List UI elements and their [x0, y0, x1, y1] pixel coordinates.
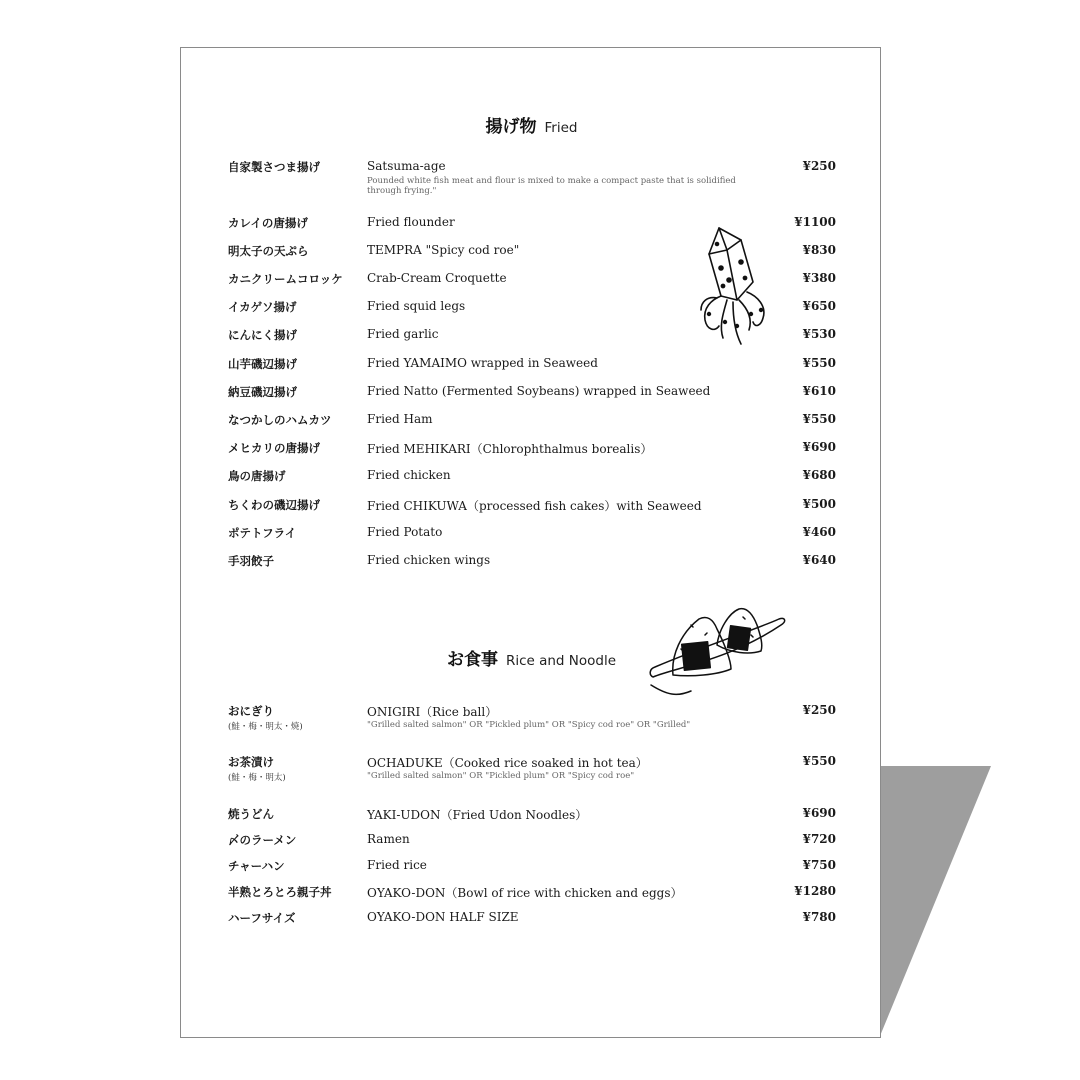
item-name-en: Fried MEHIKARI（Chlorophthalmus borealis） — [367, 442, 653, 456]
item-name-en: Fried Ham — [367, 412, 433, 426]
item-name-jp: ハーフサイズ — [228, 911, 296, 925]
section-title-en: Fried — [544, 120, 578, 136]
menu-item — [181, 832, 882, 852]
item-name-jp: 手羽餃子 — [228, 554, 274, 568]
item-variants: (鮭・梅・明太) — [228, 773, 286, 783]
item-price: ¥610 — [802, 384, 836, 398]
item-name-jp: 山芋磯辺揚げ — [228, 357, 297, 371]
item-price: ¥250 — [802, 159, 836, 173]
item-description: Pounded white fish meat and flour is mixed to make a compact paste that is solidified through frying." — [367, 176, 736, 196]
menu-item — [181, 159, 882, 196]
item-name-en: Fried squid legs — [367, 299, 466, 313]
item-name-jp: にんにく揚げ — [228, 328, 297, 342]
squid-illustration — [697, 222, 777, 352]
onigiri-illustration — [647, 605, 789, 701]
item-price: ¥690 — [802, 440, 836, 454]
item-price: ¥1280 — [794, 884, 836, 898]
section-title-jp: 揚げ物 — [485, 117, 537, 137]
item-price: ¥250 — [802, 703, 836, 717]
item-name-jp: なつかしのハムカツ — [228, 413, 332, 427]
item-name-en: Satsuma-age — [367, 159, 446, 173]
item-name-en: TEMPRA "Spicy cod roe" — [367, 243, 520, 257]
menu-item — [181, 910, 882, 930]
menu-item — [181, 858, 882, 878]
item-name-jp: ポテトフライ — [228, 526, 297, 540]
item-name-en: Fried Natto (Fermented Soybeans) wrapped in Seaweed — [367, 384, 711, 398]
item-name-jp: お茶漬け — [228, 755, 274, 769]
menu-item — [181, 754, 882, 783]
item-name-en: Fried chicken wings — [367, 553, 491, 567]
menu-item — [181, 703, 882, 732]
item-price: ¥640 — [802, 553, 836, 567]
item-name-jp: チャーハン — [228, 859, 285, 873]
item-price: ¥650 — [802, 299, 836, 313]
item-name-en: Fried CHIKUWA（processed fish cakes）with Seaweed — [367, 499, 702, 513]
item-price: ¥460 — [802, 525, 836, 539]
menu-item — [181, 553, 882, 573]
item-name-jp: ちくわの磯辺揚げ — [228, 498, 320, 512]
menu-item — [181, 884, 882, 904]
menu-item — [181, 525, 882, 545]
item-price: ¥1100 — [794, 215, 836, 229]
item-name-en: Crab-Cream Croquette — [367, 271, 507, 285]
item-price: ¥550 — [802, 754, 836, 768]
menu-item — [181, 440, 882, 460]
item-name-jp: カニクリームコロッケ — [228, 272, 343, 286]
item-variants: (鮭・梅・明太・焼) — [228, 722, 303, 732]
item-name-jp: 鳥の唐揚げ — [228, 469, 286, 483]
item-name-jp: おにぎり — [228, 704, 274, 718]
item-name-en: OYAKO-DON HALF SIZE — [367, 910, 519, 924]
item-price: ¥530 — [802, 327, 836, 341]
item-price: ¥680 — [802, 468, 836, 482]
item-name-en: Fried garlic — [367, 327, 439, 341]
item-price: ¥750 — [802, 858, 836, 872]
item-name-jp: イカゲソ揚げ — [228, 300, 297, 314]
item-name-en: OCHADUKE（Cooked rice soaked in hot tea） — [367, 756, 648, 770]
item-name-en: Fried flounder — [367, 215, 455, 229]
item-name-en: Ramen — [367, 832, 410, 846]
item-price: ¥500 — [802, 497, 836, 511]
menu-item — [181, 806, 882, 826]
item-name-en: Fried Potato — [367, 525, 443, 539]
item-name-en: Fried chicken — [367, 468, 451, 482]
item-price: ¥550 — [802, 356, 836, 370]
menu-page — [180, 47, 881, 1038]
item-price: ¥690 — [802, 806, 836, 820]
item-name-en: Fried YAMAIMO wrapped in Seaweed — [367, 356, 598, 370]
section-title-fried — [181, 112, 882, 137]
item-name-jp: 焼うどん — [228, 807, 274, 821]
item-name-en: Fried rice — [367, 858, 427, 872]
item-name-jp: カレイの唐揚げ — [228, 216, 308, 230]
menu-item — [181, 356, 882, 376]
item-name-en: OYAKO-DON（Bowl of rice with chicken and eggs） — [367, 886, 683, 900]
item-price: ¥780 — [802, 910, 836, 924]
menu-item — [181, 468, 882, 488]
item-name-jp: 納豆磯辺揚げ — [228, 385, 297, 399]
section-title-en: Rice and Noodle — [505, 653, 617, 669]
item-name-jp: 明太子の天ぷら — [228, 244, 309, 258]
item-description: "Grilled salted salmon" OR "Pickled plum" OR "Spicy cod roe" — [367, 771, 635, 781]
item-name-en: YAKI-UDON（Fried Udon Noodles） — [367, 808, 588, 822]
section-title-jp: お食事 — [446, 650, 498, 670]
item-name-jp: 〆のラーメン — [228, 833, 297, 847]
item-price: ¥720 — [802, 832, 836, 846]
item-name-en: ONIGIRI（Rice ball） — [367, 705, 498, 719]
item-name-jp: メヒカリの唐揚げ — [228, 441, 320, 455]
menu-item — [181, 412, 882, 432]
item-price: ¥830 — [802, 243, 836, 257]
item-description: "Grilled salted salmon" OR "Pickled plum" OR "Spicy cod roe" OR "Grilled" — [367, 720, 691, 730]
menu-item — [181, 497, 882, 517]
item-price: ¥380 — [802, 271, 836, 285]
item-name-jp: 半熟とろとろ親子丼 — [228, 885, 332, 899]
item-name-jp: 自家製さつま揚げ — [228, 160, 320, 174]
menu-item — [181, 384, 882, 404]
item-price: ¥550 — [802, 412, 836, 426]
